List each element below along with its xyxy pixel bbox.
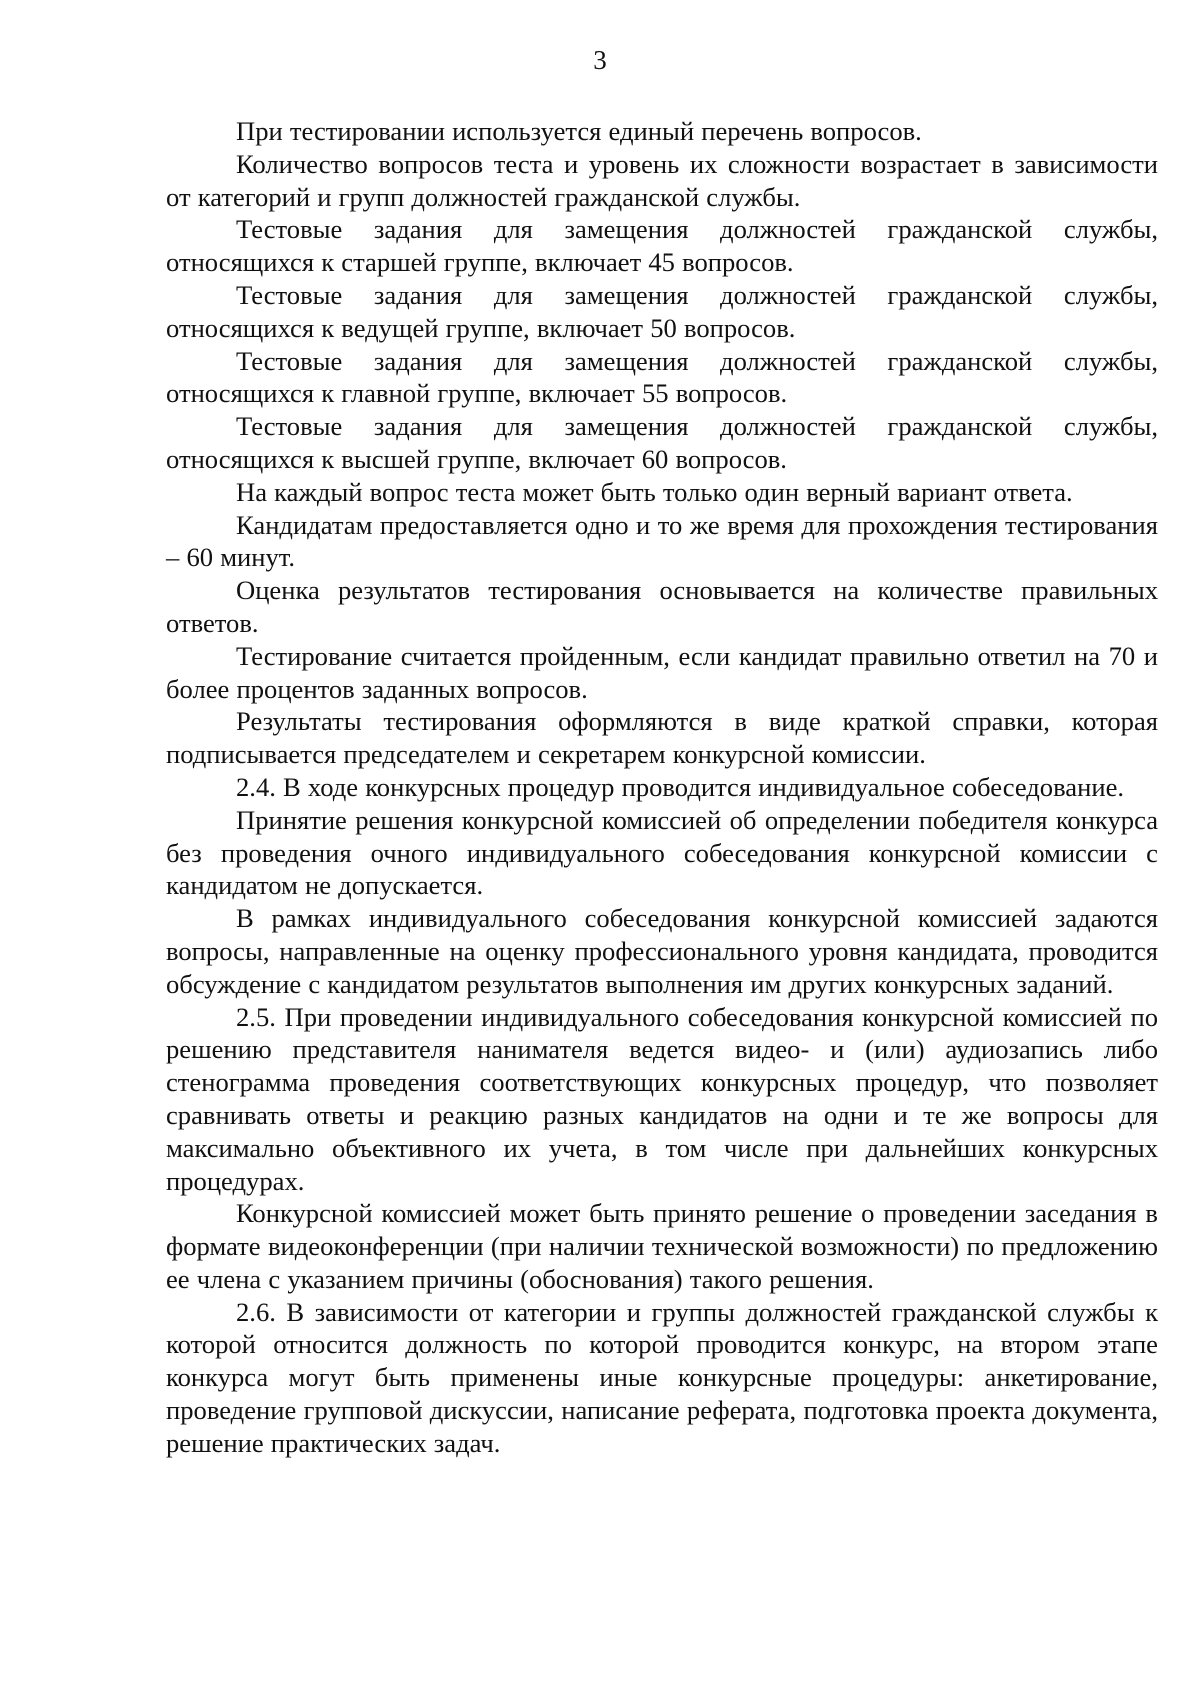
paragraph-interview-questions: В рамках индивидуального собеседования конкурсной комиссией задаются вопросы, направленные на оценку профессионального уровня кандидата, проводится обсуждение с кандидатом результатов выполнения им других конкурсных заданий.	[166, 903, 1158, 999]
paragraph-testing-question-list: При тестировании используется единый перечень вопросов.	[236, 116, 922, 146]
page-number: 3	[593, 45, 607, 75]
paragraph-one-correct-answer: На каждый вопрос теста может быть только один верный вариант ответа.	[236, 476, 1073, 507]
paragraph-highest-group: Тестовые задания для замещения должностей гражданской службы, относящихся к высшей группе, включает 60 вопросов.	[166, 411, 1158, 474]
paragraph-leading-group: Тестовые задания для замещения должностей гражданской службы, относящихся к ведущей группе, включает 50 вопросов.	[166, 279, 1158, 343]
paragraph-senior-group: Тестовые задания для замещения должностей гражданской службы, относящихся к старшей группе, включает 45 вопросов.	[166, 214, 1158, 278]
paragraph-pass-threshold: Тестирование считается пройденным, если кандидат правильно ответил на 70 и более процентов заданных вопросов.	[166, 640, 1158, 704]
paragraph-evaluation: Оценка результатов тестирования основывается на количестве правильных ответов.	[166, 575, 1158, 638]
paragraph-videoconference: Конкурсной комиссией может быть принято решение о проведении заседания в формате видеоконференции (при наличии технической возможности) по предложению ее члена с указанием причины (обоснования) такого решения.	[166, 1198, 1158, 1294]
paragraph-testing-time: Кандидатам предоставляется одно и то же время для прохождения тестирования – 60 минут.	[166, 509, 1158, 573]
paragraph-section-2-6: 2.6. В зависимости от категории и группы должностей гражданской службы к которой относится должность по которой проводится конкурс, на втором этапе конкурса могут быть применены иные конкурсные процедуры: анкетирование, проведение групповой дискуссии, написание реферата, подготовка проекта документа, решение практических задач.	[166, 1296, 1158, 1458]
document-body	[166, 115, 1158, 1460]
paragraph-main-group: Тестовые задания для замещения должностей гражданской службы, относящихся к главной группе, включает 55 вопросов.	[166, 345, 1158, 409]
paragraph-section-2-5: 2.5. При проведении индивидуального собеседования конкурсной комиссией по решению представителя нанимателя ведется видео- и (или) аудиозапись либо стенограмма проведения соответствующих конкурсных процедур, что позволяет сравнивать ответы и реакцию разных кандидатов на одни и те же вопросы для максимально объективного их учета, в том числе при дальнейших конкурсных процедурах.	[166, 1001, 1158, 1196]
paragraph-section-2-4: 2.4. В ходе конкурсных процедур проводится индивидуальное собеседование.	[236, 771, 1125, 802]
paragraph-no-decision-without-interview: Принятие решения конкурсной комиссией об определении победителя конкурса без проведения очного индивидуального собеседования конкурсной комиссии с кандидатом не допускается.	[166, 804, 1158, 901]
paragraph-results-certificate: Результаты тестирования оформляются в виде краткой справки, которая подписывается председателем и секретарем конкурсной комиссии.	[166, 706, 1158, 770]
paragraph-question-count: Количество вопросов теста и уровень их сложности возрастает в зависимости от категорий и групп должностей гражданской службы.	[166, 148, 1158, 212]
